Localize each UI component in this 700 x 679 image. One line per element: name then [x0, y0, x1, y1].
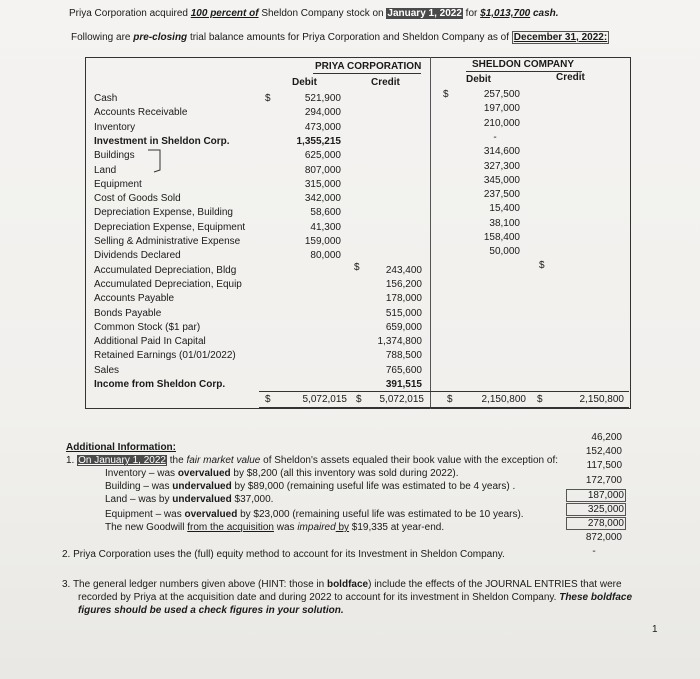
- gw-d: impaired: [297, 522, 336, 533]
- total-dollar-4: $: [537, 394, 543, 405]
- total-sheldon-credit: 2,150,800: [579, 394, 624, 405]
- sheldon-debit-header: Debit: [466, 74, 491, 85]
- account-label: Accumulated Depreciation, Bldg: [94, 264, 237, 276]
- sheldon-debit-value: 257,500: [483, 89, 520, 100]
- total-dollar-1: $: [265, 394, 271, 405]
- eq-c: by $23,000 (remaining useful life was estimated to be 10 years).: [237, 509, 524, 520]
- sheldon-credit-value: 172,700: [585, 474, 622, 486]
- intro2-text-1: Following are: [71, 32, 134, 43]
- sheldon-debit-value: 158,400: [483, 232, 520, 243]
- total-sheldon-debit: 2,150,800: [481, 394, 526, 405]
- total-dollar-3: $: [447, 394, 453, 405]
- priya-debit-value: 625,000: [304, 150, 341, 162]
- intro-line-1: [69, 8, 559, 19]
- sheldon-debit-value: 38,100: [489, 217, 520, 229]
- account-label: Cash: [94, 93, 118, 104]
- priya-debit-value: 1,355,215: [296, 135, 341, 147]
- sheldon-header: SHELDON COMPANY: [472, 59, 575, 70]
- intro-line-2: [71, 32, 609, 43]
- sheldon-debit-value: 210,000: [483, 117, 520, 129]
- priya-debit-value: 159,000: [304, 236, 341, 247]
- priya-debit-value: 41,300: [310, 221, 341, 233]
- sheldon-debit-value: 327,300: [483, 160, 520, 172]
- item3-e: These boldface: [559, 592, 633, 603]
- bld-c: by $89,000 (remaining useful life was estimated to be 4 years) .: [231, 481, 516, 492]
- priya-credit-value: 515,000: [385, 307, 422, 319]
- priya-debit-value: 342,000: [304, 193, 341, 205]
- priya-debit-header: Debit: [292, 77, 317, 88]
- gw-b: from the acquisition: [187, 522, 274, 533]
- priya-credit-value: 1,374,800: [377, 336, 422, 348]
- intro-text-3: for: [462, 8, 481, 19]
- bld-a: Building – was: [105, 481, 173, 492]
- priya-credit-value: 765,600: [385, 364, 422, 376]
- account-label: Accumulated Depreciation, Equip: [94, 278, 242, 290]
- account-label: Depreciation Expense, Building: [94, 207, 233, 219]
- account-label: Dividends Declared: [94, 250, 181, 262]
- sheldon-credit-header: Credit: [556, 72, 585, 83]
- total-priya-debit: 5,072,015: [302, 394, 347, 405]
- sheldon-credit-value: 278,000: [566, 517, 626, 530]
- inventory-line: [105, 468, 459, 479]
- item1-fmv: fair market value: [186, 455, 261, 466]
- additional-item-3-line-3: figures should be used a check figures in your solution.: [78, 605, 344, 616]
- bld-b: undervalued: [172, 481, 232, 492]
- sheldon-credit-value: 187,000: [566, 489, 626, 502]
- account-label: Retained Earnings (01/01/2022): [94, 350, 236, 362]
- inv-c: by $8,200 (all this inventory was sold during 2022).: [230, 468, 459, 479]
- gw-e: by: [335, 522, 350, 533]
- account-label: Accounts Receivable: [94, 107, 188, 119]
- totals-rule-top: [259, 391, 629, 392]
- land-line: [105, 494, 273, 505]
- priya-credit-value: 156,200: [385, 278, 422, 290]
- total-priya-credit: 5,072,015: [379, 394, 424, 405]
- intro-price: $1,013,700: [480, 8, 531, 19]
- sheldon-debit-dollar: $: [443, 89, 449, 100]
- land-c: $37,000.: [231, 494, 274, 505]
- item1-text-a: the: [166, 455, 187, 466]
- totals-rule-bottom: [259, 407, 629, 408]
- sheldon-debit-value: 197,000: [483, 103, 520, 115]
- account-label: Inventory: [94, 121, 136, 133]
- sheldon-debit-value: 50,000: [489, 246, 520, 258]
- priya-header: PRIYA CORPORATION: [315, 61, 422, 72]
- account-label: Selling & Administrative Expense: [94, 236, 241, 247]
- priya-credit-value: 243,400: [385, 264, 422, 276]
- priya-debit-value: 315,000: [304, 178, 341, 190]
- item3-c: ) include the effects of the JOURNAL ENTRIES that were: [368, 579, 622, 590]
- bracket-mark: [146, 148, 164, 174]
- account-label: Additional Paid In Capital: [94, 336, 206, 348]
- sheldon-debit-value: 345,000: [483, 174, 520, 186]
- additional-item-3-line-1: [62, 579, 622, 590]
- additional-item-1: [66, 455, 558, 466]
- sheldon-debit-value: 15,400: [489, 203, 520, 215]
- account-label: Cost of Goods Sold: [94, 193, 181, 205]
- total-dollar-2: $: [356, 394, 362, 405]
- equipment-line: [105, 509, 524, 520]
- intro2-date: December 31, 2022:: [513, 32, 608, 43]
- item3-b: boldface: [326, 579, 369, 590]
- priya-credit-value: 788,500: [385, 350, 422, 362]
- priya-debit-dollar: $: [265, 93, 271, 104]
- item3-a: 3. The general ledger numbers given above (HINT: those in: [62, 579, 327, 590]
- gw-a: The new Goodwill: [105, 522, 188, 533]
- priya-credit-value: 178,000: [385, 293, 422, 305]
- account-label: Accounts Payable: [94, 293, 175, 305]
- priya-debit-value: 294,000: [304, 107, 341, 119]
- additional-heading: Additional Information:: [66, 442, 176, 453]
- intro-text-1: Priya Corporation acquired: [69, 8, 191, 19]
- account-label: Buildings: [94, 150, 135, 162]
- priya-credit-value: 391,515: [385, 379, 422, 390]
- table-divider: [430, 57, 431, 409]
- page-number: 1: [652, 624, 658, 635]
- priya-credit-header: Credit: [371, 77, 400, 88]
- eq-a: Equipment – was: [105, 509, 185, 520]
- intro2-preclosing: pre-closing: [133, 32, 188, 43]
- intro2-text-2: trial balance amounts for Priya Corporation and Sheldon Company as of: [187, 32, 512, 43]
- additional-item-2: 2. Priya Corporation uses the (full) equity method to account for its Investment in Sheldon Company.: [62, 549, 505, 560]
- sheldon-credit-value: 152,400: [585, 445, 622, 457]
- priya-header-rule: [313, 73, 421, 74]
- priya-debit-value: 521,900: [304, 93, 341, 104]
- land-b: undervalued: [172, 494, 232, 505]
- eq-b: overvalued: [184, 509, 238, 520]
- item1-text-b: of Sheldon's assets equaled their book value with the exception of:: [260, 455, 559, 466]
- priya-credit-value: 659,000: [385, 321, 422, 333]
- sheldon-credit-value: 872,000: [585, 531, 622, 543]
- account-label: Income from Sheldon Corp.: [94, 379, 226, 390]
- priya-debit-value: 58,600: [310, 207, 341, 219]
- item3-d: recorded by Priya at the acquisition date and during 2022 to account for its investment in Sheldon Company.: [78, 592, 560, 603]
- account-label: Equipment: [94, 178, 142, 190]
- item1-date: On January 1, 2022: [78, 455, 166, 466]
- sheldon-debit-value: -: [493, 131, 497, 143]
- account-label: Sales: [94, 364, 120, 376]
- account-label: Common Stock ($1 par): [94, 321, 201, 333]
- priya-credit-dollar: $: [354, 262, 360, 273]
- priya-debit-value: 80,000: [310, 250, 341, 262]
- building-line: [105, 481, 515, 492]
- intro-text-4: cash.: [530, 8, 559, 19]
- account-label: Bonds Payable: [94, 307, 162, 319]
- sheldon-debit-value: 237,500: [483, 189, 520, 201]
- item1-num: 1.: [66, 455, 75, 466]
- sheldon-credit-value: 46,200: [591, 431, 622, 443]
- gw-f: $19,335 at year-end.: [349, 522, 445, 533]
- intro-ownership: 100 percent of: [190, 8, 259, 19]
- priya-debit-value: 807,000: [304, 164, 341, 176]
- intro-text-2: Sheldon Company stock on: [258, 8, 387, 19]
- account-label: Land: [94, 164, 117, 176]
- gw-c: was: [273, 522, 298, 533]
- priya-debit-value: 473,000: [304, 121, 341, 133]
- sheldon-credit-value: -: [592, 546, 596, 557]
- intro-acquisition-date: January 1, 2022: [387, 8, 462, 19]
- sheldon-credit-value: 325,000: [566, 503, 626, 516]
- goodwill-line: [105, 522, 444, 533]
- additional-item-3-line-2: [78, 592, 632, 603]
- sheldon-credit-dollar: $: [539, 260, 545, 271]
- sheldon-debit-value: 314,600: [483, 146, 520, 158]
- sheldon-credit-value: 117,500: [586, 460, 622, 472]
- account-label: Investment in Sheldon Corp.: [94, 135, 230, 147]
- account-label: Depreciation Expense, Equipment: [94, 221, 246, 233]
- land-a: Land – was by: [105, 494, 173, 505]
- inv-a: Inventory – was: [105, 468, 178, 479]
- inv-b: overvalued: [177, 468, 231, 479]
